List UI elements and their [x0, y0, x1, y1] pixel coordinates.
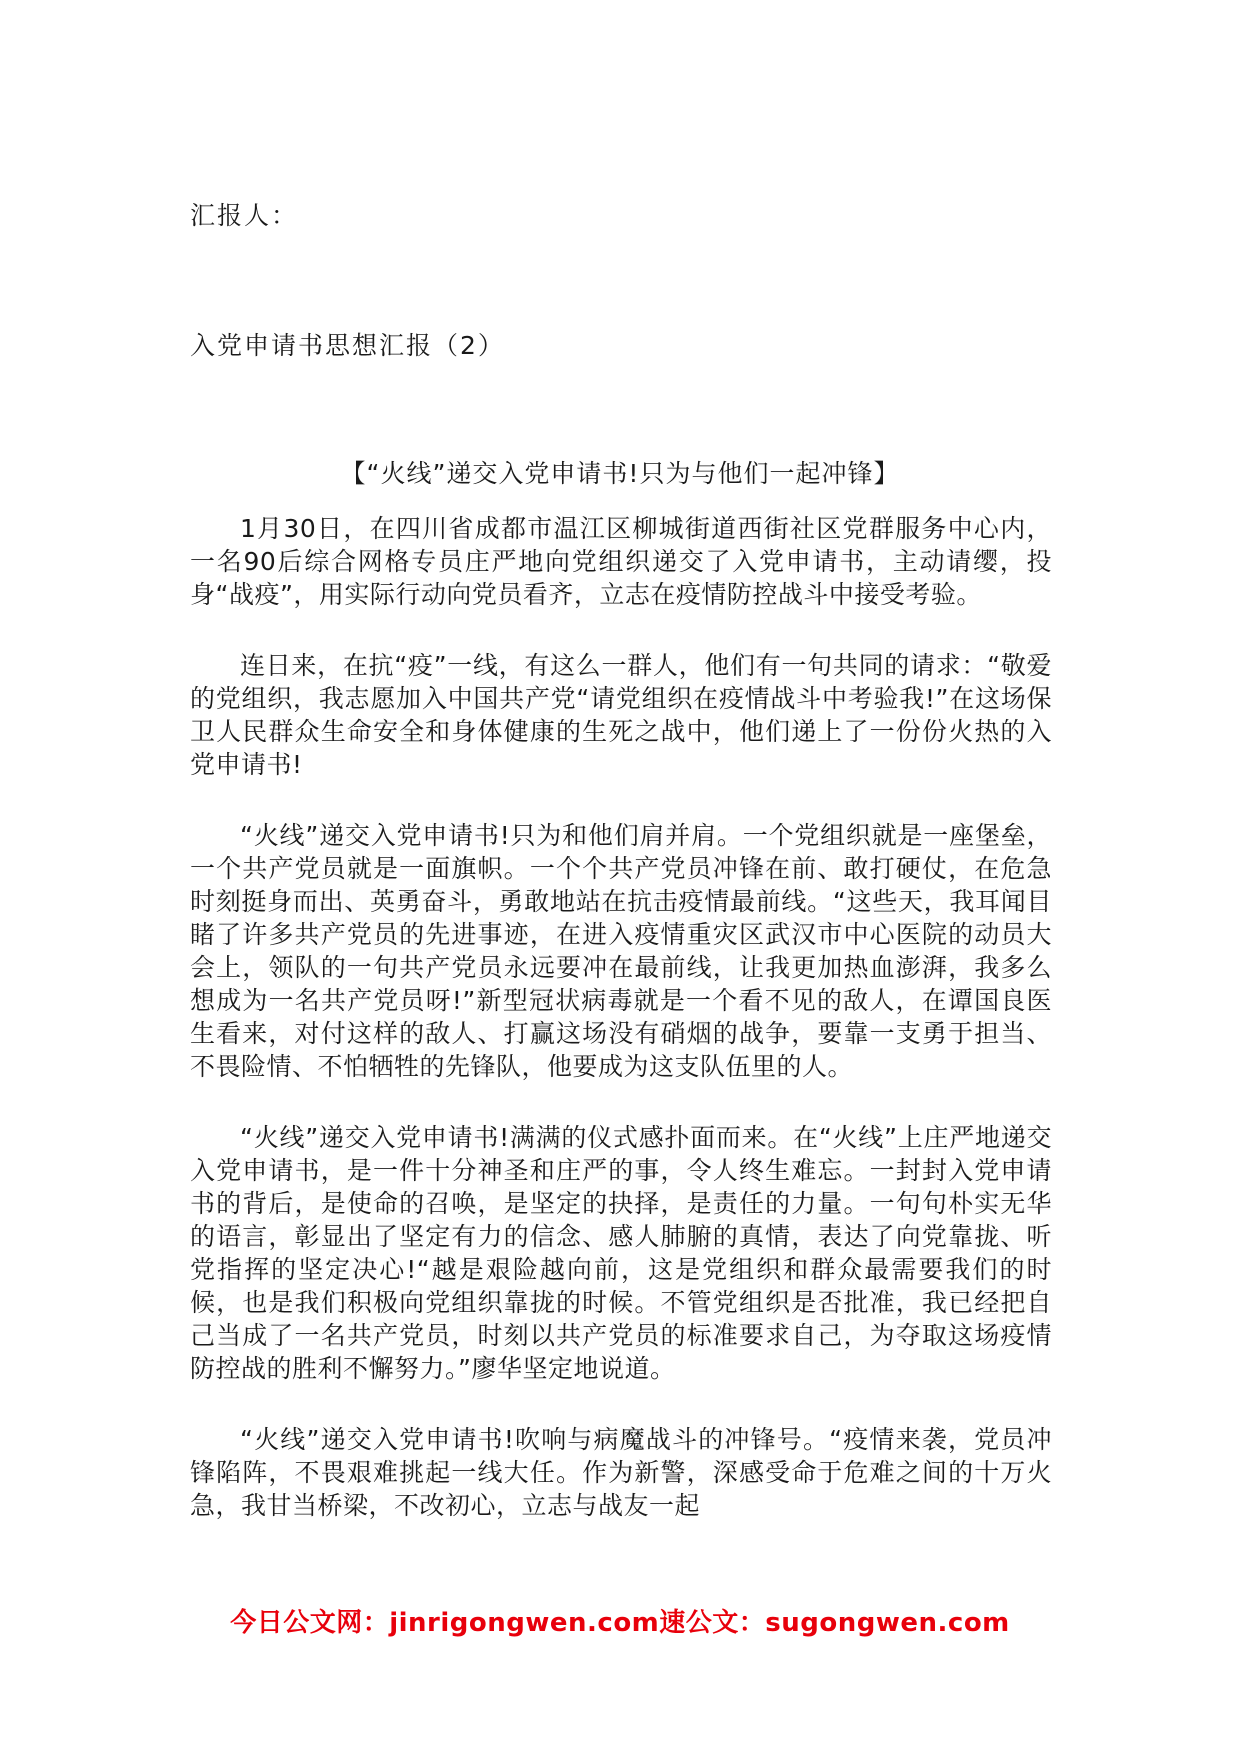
footer-site-jinrigongwen[interactable]: 今日公文网：jinrigongwen.com — [230, 1608, 660, 1638]
paragraph: 1月30日，在四川省成都市温江区柳城街道西街社区党群服务中心内，一名90后综合网格专员庄严地向党组织递交了入党申请书，主动请缨，投身“战疫”，用实际行动向党员看齐，立志在疫情防控战斗中接受考验。 — [190, 514, 1052, 609]
footer-site-sugongwen[interactable]: 速公文：sugongwen.com — [659, 1608, 1010, 1638]
article-body — [190, 512, 1052, 1560]
paragraph: “火线”递交入党申请书!只为和他们肩并肩。一个党组织就是一座堡垒，一个共产党员就是一面旗帜。一个个共产党员冲锋在前、敢打硬仗，在危急时刻挺身而出、英勇奋斗，勇敢地站在抗击疫情最前线。“这些天，我耳闻目睹了许多共产党员的先进事迹，在进入疫情重灾区武汉市中心医院的动员大会上，领队的一句共产党员永远要冲在最前线，让我更加热血澎湃，我多么想成为一名共产党员呀!”新型冠状病毒就是一个看不见的敌人，在谭国良医生看来，对付这样的敌人、打赢这场没有硝烟的战争，要靠一支勇于担当、不畏险情、不怕牺牲的先锋队，他要成为这支队伍里的人。 — [190, 821, 1052, 1081]
article-headline: 【“火线”递交入党申请书!只为与他们一起冲锋】 — [340, 459, 900, 488]
reporter-label: 汇报人： — [190, 201, 299, 230]
footer-watermark — [0, 1602, 1240, 1639]
document-title: 入党申请书思想汇报（2） — [190, 331, 505, 360]
paragraph: “火线”递交入党申请书!满满的仪式感扑面而来。在“火线”上庄严地递交入党申请书，是一件十分神圣和庄严的事，令人终生难忘。一封封入党申请书的背后，是使命的召唤，是坚定的抉择，是责任的力量。一句句朴实无华的语言，彰显出了坚定有力的信念、感人肺腑的真情，表达了向党靠拢、听党指挥的坚定决心!“越是艰险越向前，这是党组织和群众最需要我们的时候，也是我们积极向党组织靠拢的时候。不管党组织是否批准，我已经把自己当成了一名共产党员，时刻以共产党员的标准要求自己，为夺取这场疫情防控战的胜利不懈努力。”廖华坚定地说道。 — [190, 1123, 1052, 1383]
paragraph: 连日来，在抗“疫”一线，有这么一群人，他们有一句共同的请求：“敬爱的党组织，我志愿加入中国共产党“请党组织在疫情战斗中考验我!”在这场保卫人民群众生命安全和身体健康的生死之战中，他们递上了一份份火热的入党申请书! — [190, 651, 1052, 779]
paragraph: “火线”递交入党申请书!吹响与病魔战斗的冲锋号。“疫情来袭，党员冲锋陷阵，不畏艰难挑起一线大任。作为新警，深感受命于危难之间的十万火急，我甘当桥梁，不改初心，立志与战友一起 — [190, 1425, 1052, 1520]
